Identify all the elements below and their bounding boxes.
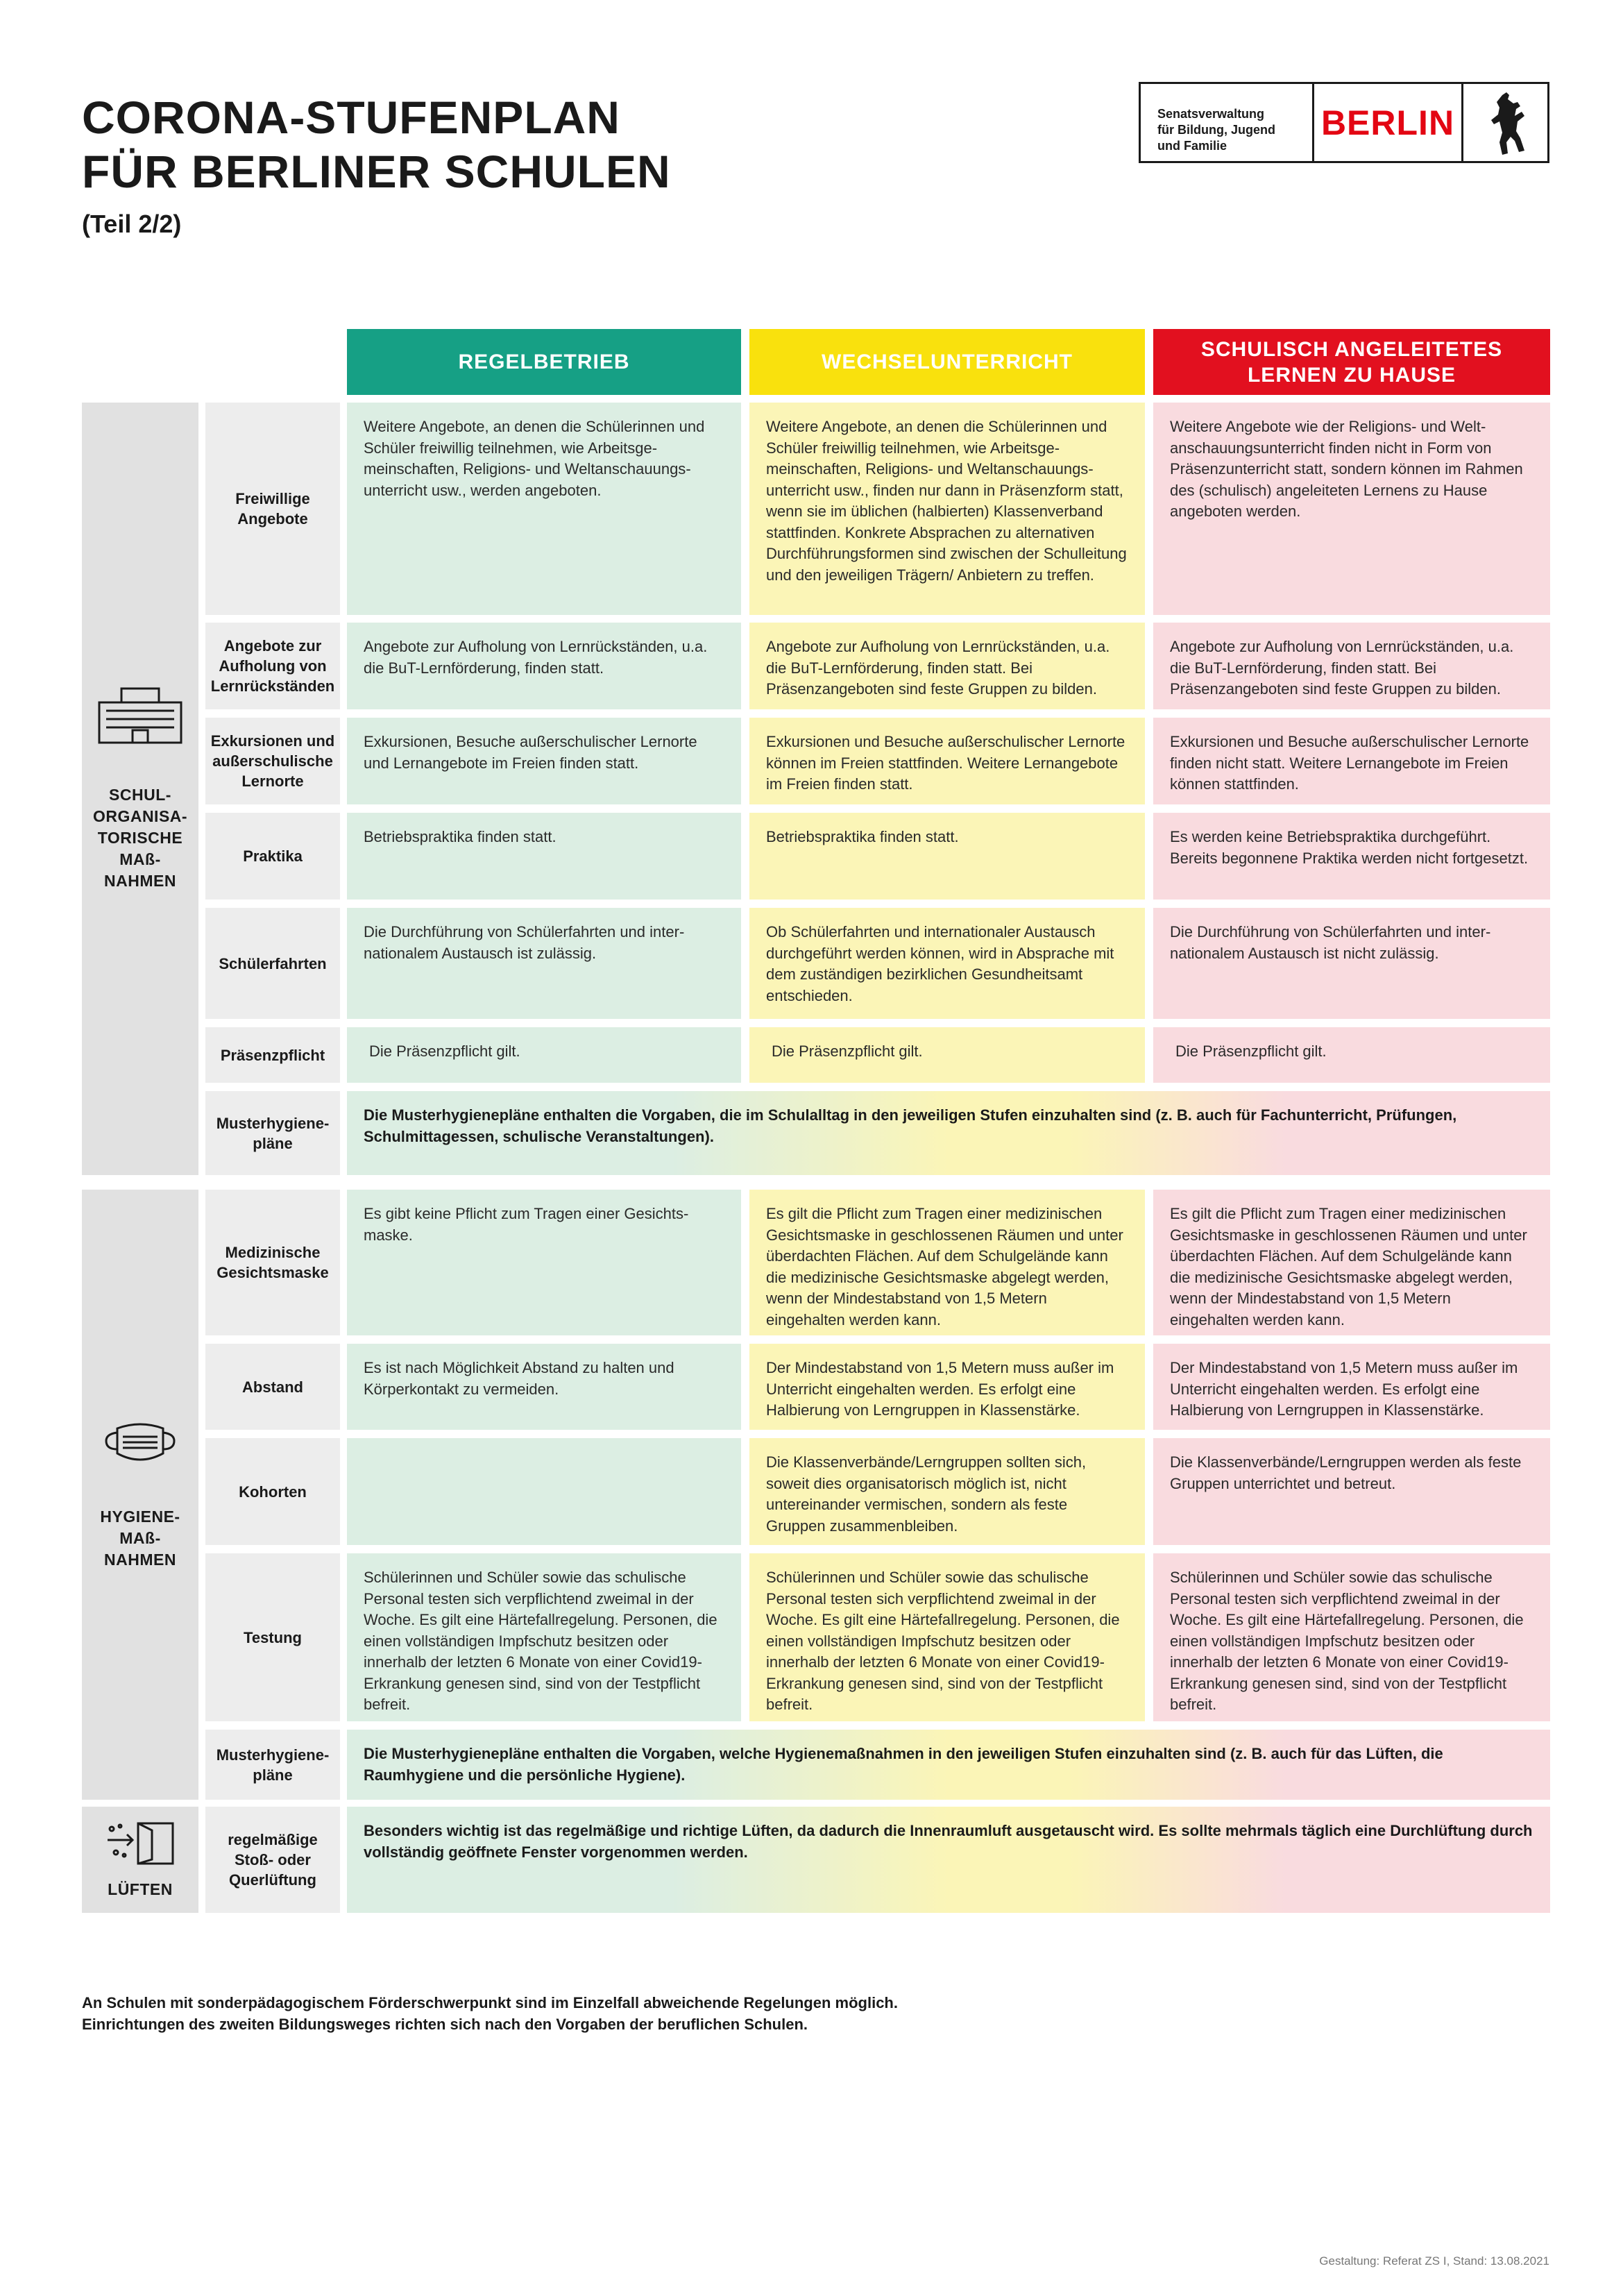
- row-label-aufholung: Angebote zur Aufholung von Lernrückständen: [205, 623, 340, 709]
- cell-freiwillig-regelbetrieb: Weitere Angebote, an denen die Schülerinnen und Schüler freiwillig teilnehmen, wie Arbeitsgemeinschaften, Religions- und Weltanschauungsunterricht usw., werden angeboten.: [347, 403, 741, 615]
- title-line-2: FÜR BERLINER SCHULEN: [82, 146, 671, 197]
- footnote: [82, 1992, 898, 2035]
- cell-kohorten-zuhause: Die Klassenverbände/Lerngruppen werden als feste Gruppen unterrichtet und betreut.: [1153, 1438, 1550, 1545]
- footnote-line-2: Einrichtungen des zweiten Bildungsweges richten sich nach den Vorgaben der beruflichen Schulen.: [82, 2016, 808, 2033]
- row-label-gesichtsmaske: Medizinische Gesichtsmaske: [205, 1190, 340, 1335]
- school-building-icon: [96, 686, 184, 751]
- design-credit: Gestaltung: Referat ZS I, Stand: 13.08.2021: [1319, 2254, 1549, 2268]
- group-lueften-label: LÜFTEN: [108, 1880, 173, 1898]
- group-schul-line-4: MAß-: [119, 850, 161, 868]
- group-hyg-line-2: MAß-: [119, 1529, 161, 1547]
- cell-maske-zuhause: Es gilt die Pflicht zum Tragen einer medizinischen Gesichtsmaske in geschlossenen Räumen und unter überdachten Flächen. Auf dem Schulgelände kann die medizinische Gesichtsmaske abgelegt werden, wenn der Mindestabstand von 1,5 Metern eingehalten werden kann.: [1153, 1190, 1550, 1335]
- cell-kohorten-wechsel: Die Klassenverbände/Lerngruppen sollten sich, soweit dies organisatorisch möglich ist, nicht untereinander vermischen, sondern als feste Gruppen zusammenbleiben.: [749, 1438, 1145, 1545]
- row-label-musterhygieneplaene-1: Musterhygiene- pläne: [205, 1091, 340, 1175]
- row-label-testung: Testung: [205, 1553, 340, 1721]
- group-hyg-line-1: HYGIENE-: [100, 1508, 180, 1526]
- title-line-1: CORONA-STUFENPLAN: [82, 92, 620, 143]
- cell-musterhygieneplaene-2: Die Musterhygienepläne enthalten die Vorgaben, welche Hygienemaßnahmen in den jeweiligen Stufen einzuhalten sind (z. B. auch für das Lüften, die Raumhygiene und die persönliche Hygiene).: [347, 1730, 1550, 1800]
- group-hyg-line-3: NAHMEN: [104, 1551, 176, 1569]
- cell-aufholung-regelbetrieb: Angebote zur Aufholung von Lernrückständen, u.a. die BuT-Lernförderung, finden statt.: [347, 623, 741, 709]
- row-label-querlueftung: regelmäßige Stoß- oder Querlüftung: [205, 1807, 340, 1913]
- column-header-regelbetrieb: REGELBETRIEB: [347, 329, 741, 395]
- group-schulorganisatorische-massnahmen: [82, 403, 198, 1175]
- cell-freiwillig-wechsel: Weitere Angebote, an denen die Schülerinnen und Schüler freiwillig teilnehmen, wie Arbeitsgemeinschaften, Religions- und Weltanschauungsunterricht usw., finden nur dann in Präsenzform statt, wenn sie im üblichen (halbierten) Klassenverband stattfinden. Konkrete Absprachen zu alternativen Durchführungsformen sind zwischen der Schulleitung und den jeweiligen Trägern/ Anbietern zu treffen.: [749, 403, 1145, 615]
- column-header-wechselunterricht: WECHSELUNTERRICHT: [749, 329, 1145, 395]
- cell-exkursionen-wechsel: Exkursionen und Besuche außerschulischer Lernorte können im Freien stattfinden. Weitere Lernangebote im Freien finden statt.: [749, 718, 1145, 804]
- cell-lueften: Besonders wichtig ist das regelmäßige und richtige Lüften, da dadurch die Innenraumluft ausgetauscht wird. Es sollte mehrmals täglich eine Durchlüftung durch vollständig geöffnete Fenster vorgenommen werden.: [347, 1807, 1550, 1913]
- cell-exkursionen-zuhause: Exkursionen und Besuche außerschulischer Lernorte finden nicht statt. Weitere Lernangebote im Freien können stattfinden.: [1153, 718, 1550, 804]
- group-schul-line-2: ORGANISA-: [92, 807, 188, 825]
- logo-department: [1141, 84, 1314, 161]
- page-subtitle: (Teil 2/2): [82, 210, 182, 238]
- cell-testung-regelbetrieb: Schülerinnen und Schüler sowie das schulische Personal testen sich verpflichtend zweimal in der Woche. Es gilt eine Härtefallregelung. Personen, die einen vollständigen Impfschutz besitzen oder innerhalb der letzten 6 Monate von einer Covid19-Erkrankung genesen sind, sind von der Testpflicht befreit.: [347, 1553, 741, 1721]
- cell-fahrten-regelbetrieb: Die Durchführung von Schülerfahrten und internationalem Austausch ist zulässig.: [347, 908, 741, 1019]
- page-title: [82, 90, 671, 199]
- cell-aufholung-wechsel: Angebote zur Aufholung von Lernrückständen, u.a. die BuT-Lernförderung, finden statt. Bei Präsenzangeboten sind feste Gruppen zu bilden.: [749, 623, 1145, 709]
- row-label-praesenzpflicht: Präsenzpflicht: [205, 1027, 340, 1083]
- row-label-abstand: Abstand: [205, 1344, 340, 1430]
- cell-exkursionen-regelbetrieb: Exkursionen, Besuche außerschulischer Lernorte und Lernangebote im Freien finden statt.: [347, 718, 741, 804]
- group-schul-line-5: NAHMEN: [104, 872, 176, 890]
- cell-praktika-regelbetrieb: Betriebspraktika finden statt.: [347, 813, 741, 900]
- row-label-praktika: Praktika: [205, 813, 340, 900]
- logo-dept-line-1: Senatsverwaltung: [1157, 107, 1265, 121]
- cell-fahrten-zuhause: Die Durchführung von Schülerfahrten und internationalem Austausch ist nicht zulässig.: [1153, 908, 1550, 1019]
- group-lueften: [82, 1807, 198, 1913]
- berlin-logo: [1139, 82, 1549, 163]
- logo-dept-line-2: für Bildung, Jugend: [1157, 123, 1275, 137]
- group-schul-line-3: TORISCHE: [97, 829, 183, 847]
- cell-fahrten-wechsel: Ob Schülerfahrten und internationaler Austausch durchgeführt werden können, wird in Absprache mit dem zuständigen bezirklichen Gesundheitsamt entschieden.: [749, 908, 1145, 1019]
- row-label-musterhygieneplaene-2: Musterhygiene- pläne: [205, 1730, 340, 1800]
- cell-praktika-zuhause: Es werden keine Betriebspraktika durchgeführt. Bereits begonnene Praktika werden nicht fortgesetzt.: [1153, 813, 1550, 900]
- footnote-line-1: An Schulen mit sonderpädagogischem Förderschwerpunkt sind im Einzelfall abweichende Regelungen möglich.: [82, 1994, 898, 2011]
- cell-praktika-wechsel: Betriebspraktika finden statt.: [749, 813, 1145, 900]
- cell-freiwillig-zuhause: Weitere Angebote wie der Religions- und Weltanschauungsunterricht finden nicht in Form von Präsenzunterricht statt, sondern können im Rahmen des (schulisch) angeleiteten Lernens zu Hause angeboten werden.: [1153, 403, 1550, 615]
- logo-dept-line-3: und Familie: [1157, 139, 1227, 153]
- open-window-icon: [102, 1819, 178, 1873]
- row-label-freiwillige-angebote: Freiwillige Angebote: [205, 403, 340, 615]
- row-label-schuelerfahrten: Schülerfahrten: [205, 908, 340, 1019]
- cell-praesenz-regelbetrieb: Die Präsenzpflicht gilt.: [347, 1027, 741, 1083]
- cell-maske-regelbetrieb: Es gibt keine Pflicht zum Tragen einer Gesichtsmaske.: [347, 1190, 741, 1335]
- column-header-lernen-zu-hause: [1153, 329, 1550, 395]
- cell-praesenz-zuhause: Die Präsenzpflicht gilt.: [1153, 1027, 1550, 1083]
- cell-maske-wechsel: Es gilt die Pflicht zum Tragen einer medizinischen Gesichtsmaske in geschlossenen Räumen und unter überdachten Flächen. Auf dem Schulgelände kann die medizinische Gesichtsmaske abgelegt werden, wenn der Mindestabstand von 1,5 Metern eingehalten werden kann.: [749, 1190, 1145, 1335]
- berlin-bear-icon: [1463, 84, 1547, 161]
- cell-aufholung-zuhause: Angebote zur Aufholung von Lernrückständen, u.a. die BuT-Lernförderung, finden statt. Bei Präsenzangeboten sind feste Gruppen zu bilden.: [1153, 623, 1550, 709]
- header-c3-line-2: LERNEN ZU HAUSE: [1247, 363, 1456, 387]
- cell-abstand-zuhause: Der Mindestabstand von 1,5 Metern muss außer im Unterricht eingehalten werden. Es erfolgt eine Halbierung von Lerngruppen in Klassenstärke.: [1153, 1344, 1550, 1430]
- cell-abstand-regelbetrieb: Es ist nach Möglichkeit Abstand zu halten und Körperkontakt zu vermeiden.: [347, 1344, 741, 1430]
- group-schul-line-1: SCHUL-: [109, 786, 171, 804]
- header-c3-line-1: SCHULISCH ANGELEITETES: [1200, 337, 1503, 361]
- row-label-exkursionen: Exkursionen und außerschulische Lernorte: [205, 718, 340, 804]
- row-label-kohorten: Kohorten: [205, 1438, 340, 1545]
- cell-testung-wechsel: Schülerinnen und Schüler sowie das schulische Personal testen sich verpflichtend zweimal in der Woche. Es gilt eine Härtefallregelung. Personen, die einen vollständigen Impfschutz besitzen oder innerhalb der letzten 6 Monate von einer Covid19-Erkrankung genesen sind, sind von der Testpflicht befreit.: [749, 1553, 1145, 1721]
- cell-kohorten-regelbetrieb: [347, 1438, 741, 1545]
- cell-testung-zuhause: Schülerinnen und Schüler sowie das schulische Personal testen sich verpflichtend zweimal in der Woche. Es gilt eine Härtefallregelung. Personen, die einen vollständigen Impfschutz besitzen oder innerhalb der letzten 6 Monate von einer Covid19-Erkrankung genesen sind, sind von der Testpflicht befreit.: [1153, 1553, 1550, 1721]
- cell-abstand-wechsel: Der Mindestabstand von 1,5 Metern muss außer im Unterricht eingehalten werden. Es erfolgt eine Halbierung von Lerngruppen in Klassenstärke.: [749, 1344, 1145, 1430]
- cell-praesenz-wechsel: Die Präsenzpflicht gilt.: [749, 1027, 1145, 1083]
- logo-city: BERLIN: [1314, 84, 1463, 161]
- group-hygienemassnahmen: [82, 1190, 198, 1800]
- face-mask-icon: [102, 1419, 178, 1473]
- cell-musterhygieneplaene-1: Die Musterhygienepläne enthalten die Vorgaben, die im Schulalltag in den jeweiligen Stufen einzuhalten sind (z. B. auch für Fachunterricht, Prüfungen, Schulmittagessen, schulische Veranstaltungen).: [347, 1091, 1550, 1175]
